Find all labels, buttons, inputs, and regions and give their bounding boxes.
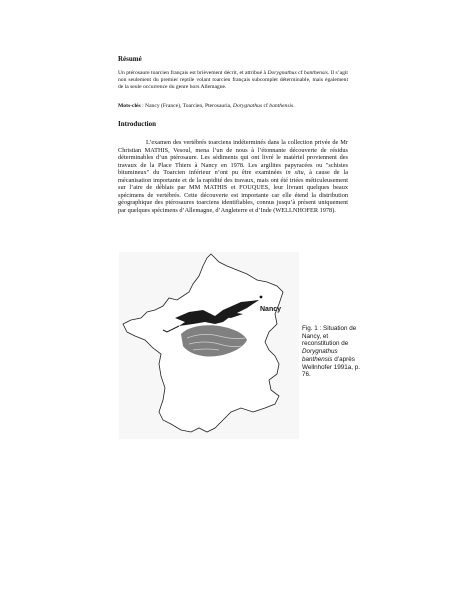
resume-genus: Dorygnathus xyxy=(267,70,297,76)
keywords-text-1: : Nancy (France), Toarcien, Pterosauria, xyxy=(140,103,233,109)
figure-map xyxy=(119,252,299,439)
figure-caption xyxy=(302,325,360,379)
resume-text-3: . Il s’agit non seulement du premier reptile volant toarcien français subcomplet déterminable, mais également de la seule occurrence du genre hors Allemagne. xyxy=(118,70,348,90)
keywords-text-3: . xyxy=(293,103,295,109)
france-map-svg xyxy=(119,252,299,439)
keywords-text-2: cf xyxy=(262,103,270,109)
keywords-label: Mots-clés xyxy=(118,103,141,109)
caption-text-1: Fig. 1 : Situation de Nancy, et reconstitution de xyxy=(302,325,357,348)
resume-heading: Résumé xyxy=(118,55,142,63)
resume-text-2: cf xyxy=(296,70,304,76)
caption-species: Dorygnathus banthensis xyxy=(302,348,338,363)
intro-in-situ: in situ xyxy=(285,169,304,176)
keywords-species: banthensis xyxy=(269,103,294,109)
introduction-paragraph xyxy=(118,139,348,214)
resume-paragraph xyxy=(118,70,348,91)
nancy-dot xyxy=(260,296,263,299)
intro-text-2: , à cause de la mécanisation importante et de la rapidité des travaux, mais ont été triées méticuleusement sur l’aire de déblais par MM MATHIS et FOUQUES, leur livrant quelques beaux spécimens de vertébrés. Cette découverte est importante car elle étend la distribution géographique des ptérosaures toarciens identifiables, connus jusqu’à présent uniquement par quelques spécimens d’Allemagne, d’Angleterre et d’Inde (WELLNHOFER 1978). xyxy=(118,169,349,214)
resume-text-1: Un ptérosaure toarcien français est brièvement décrit, et attribué à xyxy=(118,70,268,76)
introduction-heading: Introduction xyxy=(118,120,156,128)
keywords-line xyxy=(118,103,348,110)
intro-text-1: L’examen des vertébrés toarciens indéterminés dans la collection privée de Mr Christian MATHIS, Vesoul, mena l’un de nous à l’étonnante découverte de résidus déterminables d’un ptérosaure. Les sédiments qui ont livré le matériel proviennent des travaux de la Place Thiers à Nancy en 1978. Les argilites papyracées ou "schistes bitumineux" du Toarcien inférieur n’ont pu être examinées xyxy=(118,139,348,176)
keywords-genus: Dorygnathus xyxy=(232,103,263,109)
caption-text-2: d’après Wellnhofer 1991a, p. 76. xyxy=(302,355,360,379)
resume-species: banthensis xyxy=(303,70,328,76)
nancy-label: Nancy xyxy=(260,306,282,313)
